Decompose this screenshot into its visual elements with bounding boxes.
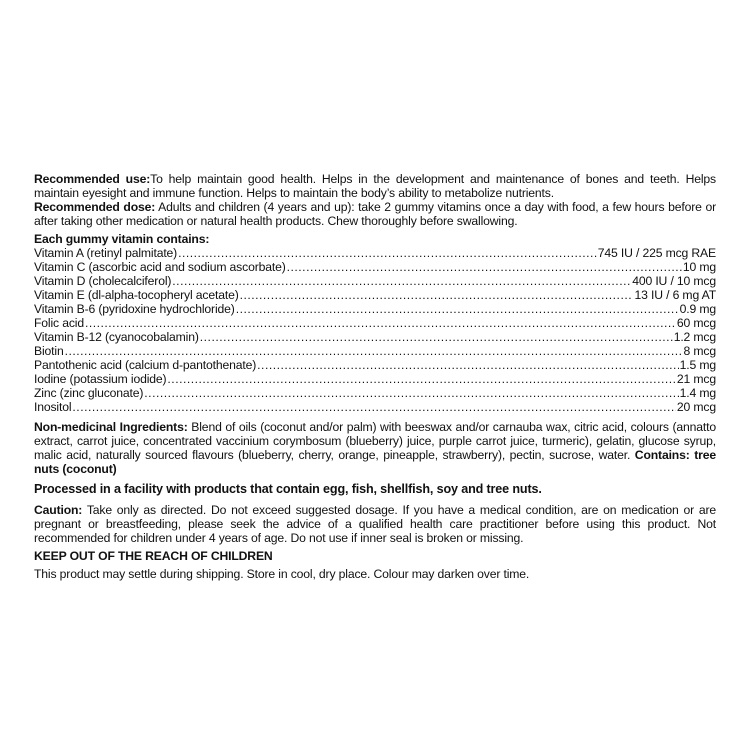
ingredient-amount: 1.5 mg <box>679 358 716 372</box>
caution-text: Take only as directed. Do not exceed suggested dosage. If you have a medical condition, are on medication or are pregnant or breastfeeding, please seek the advice of a qualified health care practitioner before using this product. Not recommended for children under 4 years of age. Do not use if inner seal is broken or missing. <box>34 503 716 545</box>
non-medicinal-label: Non-medicinal Ingredients: <box>34 420 188 434</box>
allergen-contains: Contains: tree nuts (coconut) <box>34 448 716 476</box>
ingredient-name: Vitamin A (retinyl palmitate) <box>34 246 178 260</box>
ingredient-name: Biotin <box>34 344 64 358</box>
caution <box>34 503 716 545</box>
product-label-text <box>34 172 716 581</box>
ingredient-row <box>34 302 716 316</box>
ingredient-name: Vitamin E (dl-alpha-tocopheryl acetate) <box>34 288 239 302</box>
ingredient-row <box>34 386 716 400</box>
ingredient-row <box>34 358 716 372</box>
ingredient-name: Vitamin D (cholecalciferol) <box>34 274 172 288</box>
recommended-dose <box>34 200 716 228</box>
ingredient-name: Inositol <box>34 400 72 414</box>
non-medicinal-ingredients <box>34 420 716 476</box>
ingredient-amount: 13 IU / 6 mg AT <box>634 288 716 302</box>
ingredient-name: Zinc (zinc gluconate) <box>34 386 144 400</box>
ingredient-amount: 21 mcg <box>676 372 716 386</box>
ingredient-amount: 745 IU / 225 mcg RAE <box>597 246 716 260</box>
recommended-use-label: Recommended use: <box>34 172 151 186</box>
ingredient-amount: 60 mcg <box>676 316 716 330</box>
ingredient-name: Vitamin B-6 (pyridoxine hydrochloride) <box>34 302 235 316</box>
ingredient-amount: 20 mcg <box>676 400 716 414</box>
processed-facility-warning: Processed in a facility with products that contain egg, fish, shellfish, soy and tree nuts. <box>34 482 542 496</box>
recommended-use-text: To help maintain good health. Helps in the development and maintenance of bones and teeth. Helps maintain eyesight and immune function. Helps to maintain the body’s ability to metabolize nutrients. <box>34 172 716 200</box>
ingredient-amount: 8 mcg <box>683 344 716 358</box>
ingredient-row <box>34 330 716 344</box>
ingredient-row <box>34 400 716 414</box>
non-medicinal-text: Blend of oils (coconut and/or palm) with beeswax and/or carnauba wax, citric acid, colours (annatto extract, carrot juice, concentrated vaccinium corymbosum (blueberry) juice, purple carrot juice, turmeric), gelatin, glucose syrup, malic acid, naturally sourced flavours (blueberry, cherry, orange, pineapple, strawberry), pectin, sucrose, water. <box>34 420 717 462</box>
ingredient-name: Pantothenic acid (calcium d-pantothenate) <box>34 358 257 372</box>
recommended-dose-label: Recommended dose: <box>34 200 156 214</box>
ingredient-row <box>34 344 716 358</box>
ingredient-row <box>34 288 716 302</box>
ingredient-amount: 0.9 mg <box>679 302 716 316</box>
ingredient-row <box>34 274 716 288</box>
ingredient-amount: 1.2 mcg <box>673 330 716 344</box>
ingredient-row <box>34 260 716 274</box>
keep-out-warning: KEEP OUT OF THE REACH OF CHILDREN <box>34 549 273 563</box>
caution-label: Caution: <box>34 503 83 517</box>
recommended-use <box>34 172 716 200</box>
ingredient-list-heading: Each gummy vitamin contains: <box>34 232 210 246</box>
recommended-dose-text: Adults and children (4 years and up): take 2 gummy vitamins once a day with food, a few hours before or after taking other medication or natural health products. Chew thoroughly before swallowing. <box>34 200 716 228</box>
storage-note: This product may settle during shipping. Store in cool, dry place. Colour may darken over time. <box>34 567 530 581</box>
ingredient-name: Folic acid <box>34 316 84 330</box>
ingredient-name: Iodine (potassium iodide) <box>34 372 167 386</box>
ingredient-row <box>34 316 716 330</box>
ingredient-name: Vitamin C (ascorbic acid and sodium ascorbate) <box>34 260 286 274</box>
ingredient-row <box>34 246 716 260</box>
ingredient-name: Vitamin B-12 (cyanocobalamin) <box>34 330 199 344</box>
ingredient-amount: 400 IU / 10 mcg <box>632 274 716 288</box>
ingredient-row <box>34 372 716 386</box>
ingredient-list <box>34 232 716 414</box>
ingredient-amount: 1.4 mg <box>679 386 716 400</box>
ingredient-amount: 10 mg <box>682 260 716 274</box>
